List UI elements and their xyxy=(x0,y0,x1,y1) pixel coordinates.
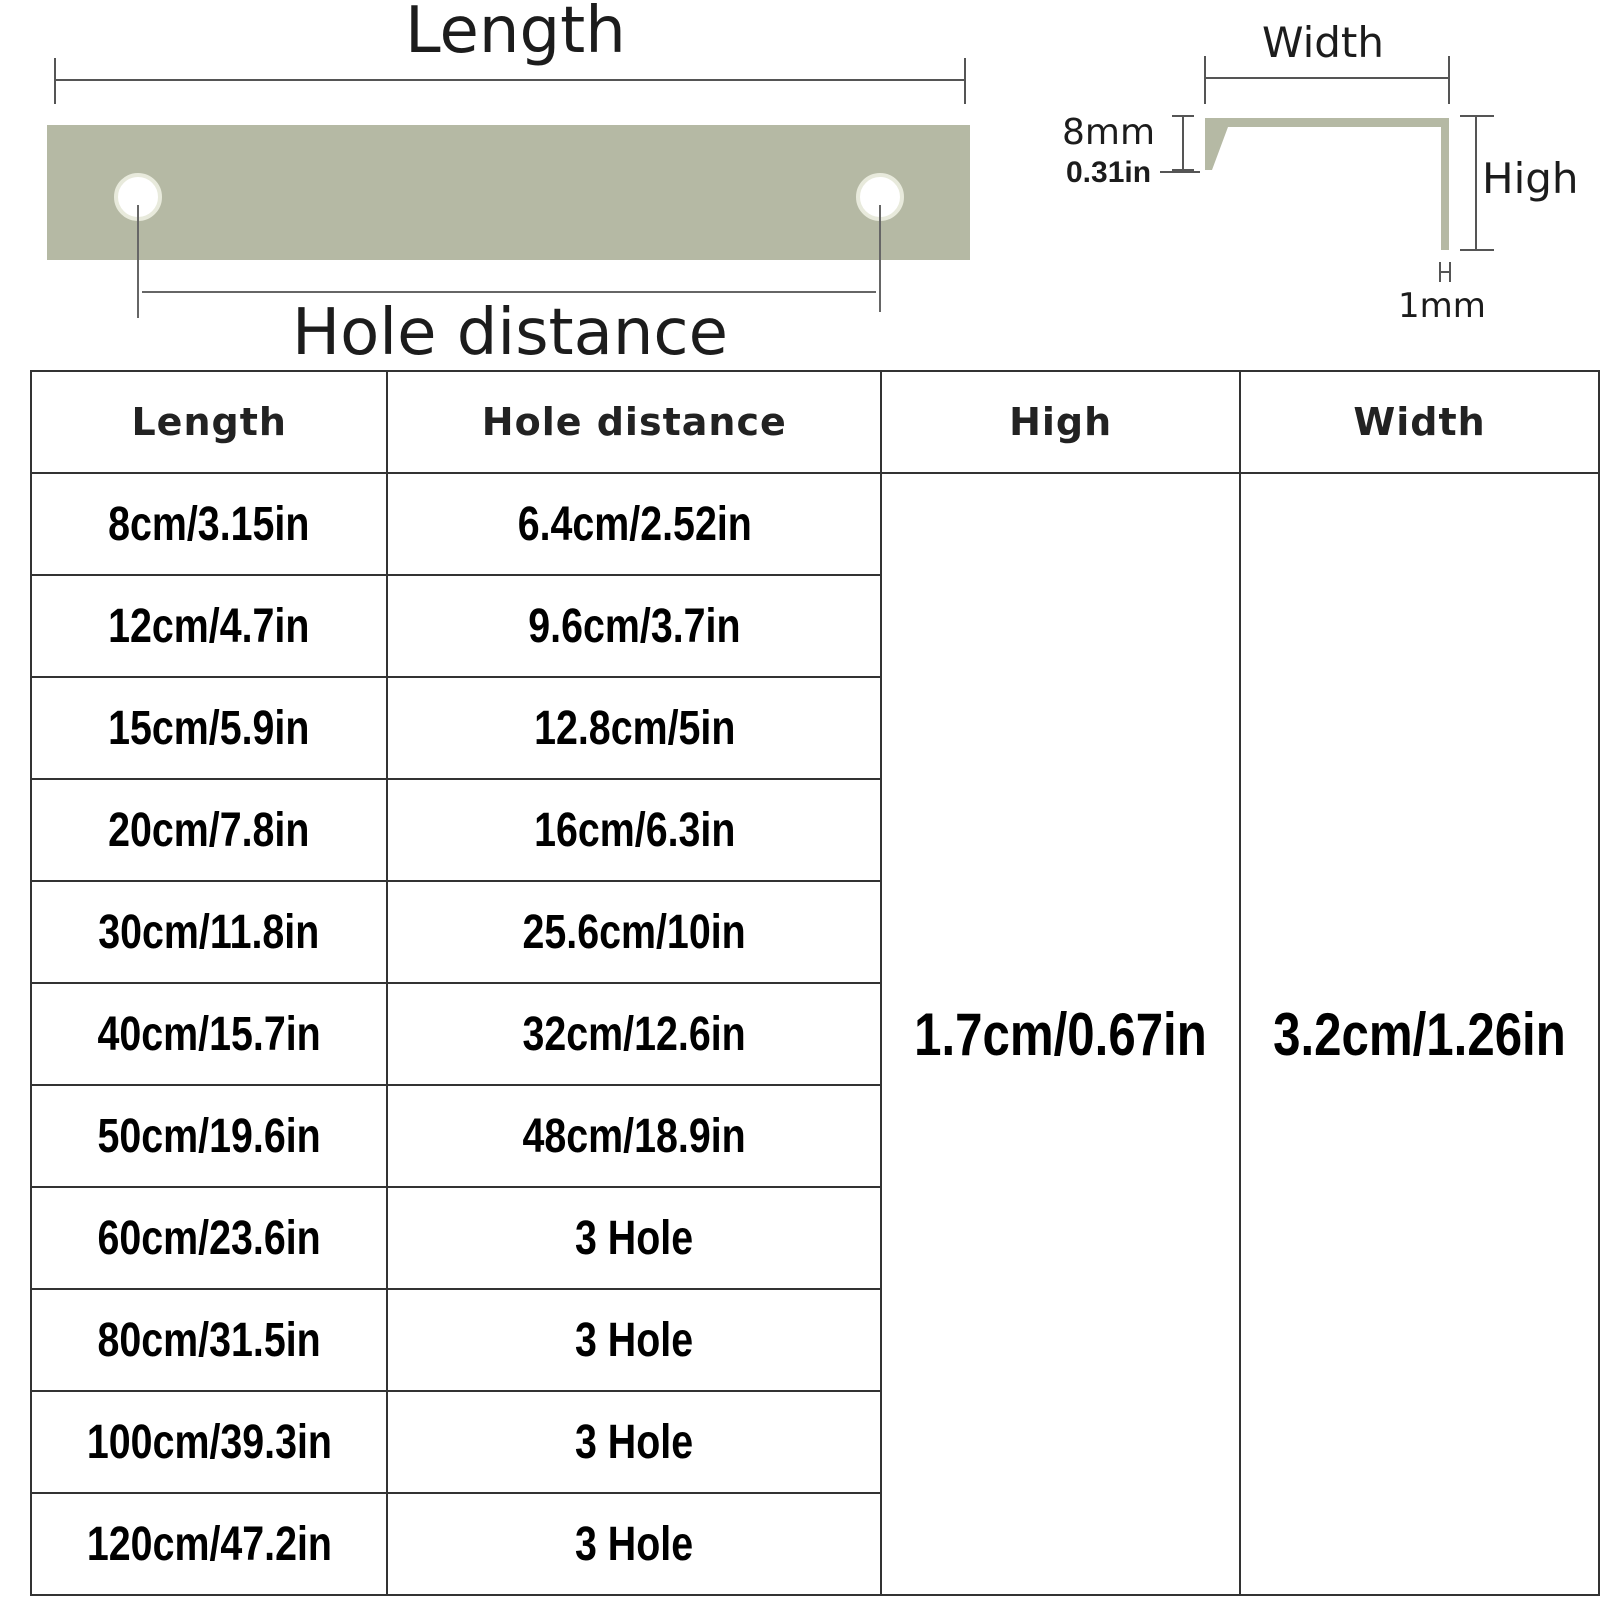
length-value: 50cm/19.6in xyxy=(97,1109,321,1163)
hole-distance-value: 3 Hole xyxy=(575,1211,694,1265)
hole-distance-cell xyxy=(387,1085,881,1187)
hole-distance-cell xyxy=(387,575,881,677)
length-value: 120cm/47.2in xyxy=(86,1517,332,1571)
hole-distance-value: 9.6cm/3.7in xyxy=(528,599,741,653)
width-cell xyxy=(1240,473,1599,1595)
hole-distance-cell xyxy=(387,473,881,575)
length-value: 20cm/7.8in xyxy=(108,803,310,857)
header-width: Width xyxy=(1240,371,1599,473)
hole-distance-value: 25.6cm/10in xyxy=(522,905,746,959)
length-cell xyxy=(31,1391,387,1493)
hole-distance-cell xyxy=(387,779,881,881)
length-cell xyxy=(31,1493,387,1595)
hole-distance-cell xyxy=(387,1493,881,1595)
length-value: 12cm/4.7in xyxy=(108,599,310,653)
length-value: 30cm/11.8in xyxy=(98,905,320,959)
flange-dimension-line xyxy=(1160,116,1200,172)
hole-distance-value: 3 Hole xyxy=(575,1517,694,1571)
length-cell xyxy=(31,983,387,1085)
thickness-dimension-line xyxy=(1440,262,1450,282)
product-diagram xyxy=(0,0,1600,370)
length-label: Length xyxy=(405,0,626,68)
header-length: Length xyxy=(31,371,387,473)
length-value: 80cm/31.5in xyxy=(97,1313,321,1367)
high-label: High xyxy=(1482,154,1579,203)
hole-distance-value: 32cm/12.6in xyxy=(522,1007,746,1061)
width-label: Width xyxy=(1262,18,1385,67)
size-table xyxy=(30,370,1600,1596)
hole-distance-value: 48cm/18.9in xyxy=(522,1109,746,1163)
hole-distance-value: 3 Hole xyxy=(575,1313,694,1367)
hole-distance-cell xyxy=(387,1187,881,1289)
length-cell xyxy=(31,881,387,983)
length-value: 60cm/23.6in xyxy=(97,1211,321,1265)
hole-distance-value: 3 Hole xyxy=(575,1415,694,1469)
length-cell xyxy=(31,1187,387,1289)
hole-distance-cell xyxy=(387,1289,881,1391)
handle-plate xyxy=(47,125,970,260)
header-high: High xyxy=(881,371,1240,473)
flange-mm-label: 8mm xyxy=(1062,112,1156,153)
profile-cross-section xyxy=(1205,118,1449,250)
thickness-label: 1mm xyxy=(1398,286,1486,326)
hole-distance-value: 12.8cm/5in xyxy=(533,701,735,755)
width-value: 3.2cm/1.26in xyxy=(1273,1000,1566,1068)
flange-in-label: 0.31in xyxy=(1066,156,1152,189)
hole-distance-value: 6.4cm/2.52in xyxy=(517,497,752,551)
header-hole-distance: Hole distance xyxy=(387,371,881,473)
table-row xyxy=(31,473,1599,575)
length-value: 40cm/15.7in xyxy=(97,1007,321,1061)
hole-distance-cell xyxy=(387,983,881,1085)
hole-distance-label: Hole distance xyxy=(292,296,728,370)
high-cell xyxy=(881,473,1240,1595)
length-cell xyxy=(31,473,387,575)
length-value: 15cm/5.9in xyxy=(108,701,310,755)
hole-distance-cell xyxy=(387,1391,881,1493)
length-cell xyxy=(31,677,387,779)
hole-distance-cell xyxy=(387,881,881,983)
length-cell xyxy=(31,1085,387,1187)
high-value: 1.7cm/0.67in xyxy=(914,1000,1207,1068)
length-value: 8cm/3.15in xyxy=(108,497,310,551)
table-header-row xyxy=(31,371,1599,473)
length-cell xyxy=(31,779,387,881)
length-cell xyxy=(31,575,387,677)
hole-distance-cell xyxy=(387,677,881,779)
hole-distance-value: 16cm/6.3in xyxy=(533,803,735,857)
length-value: 100cm/39.3in xyxy=(86,1415,332,1469)
length-cell xyxy=(31,1289,387,1391)
